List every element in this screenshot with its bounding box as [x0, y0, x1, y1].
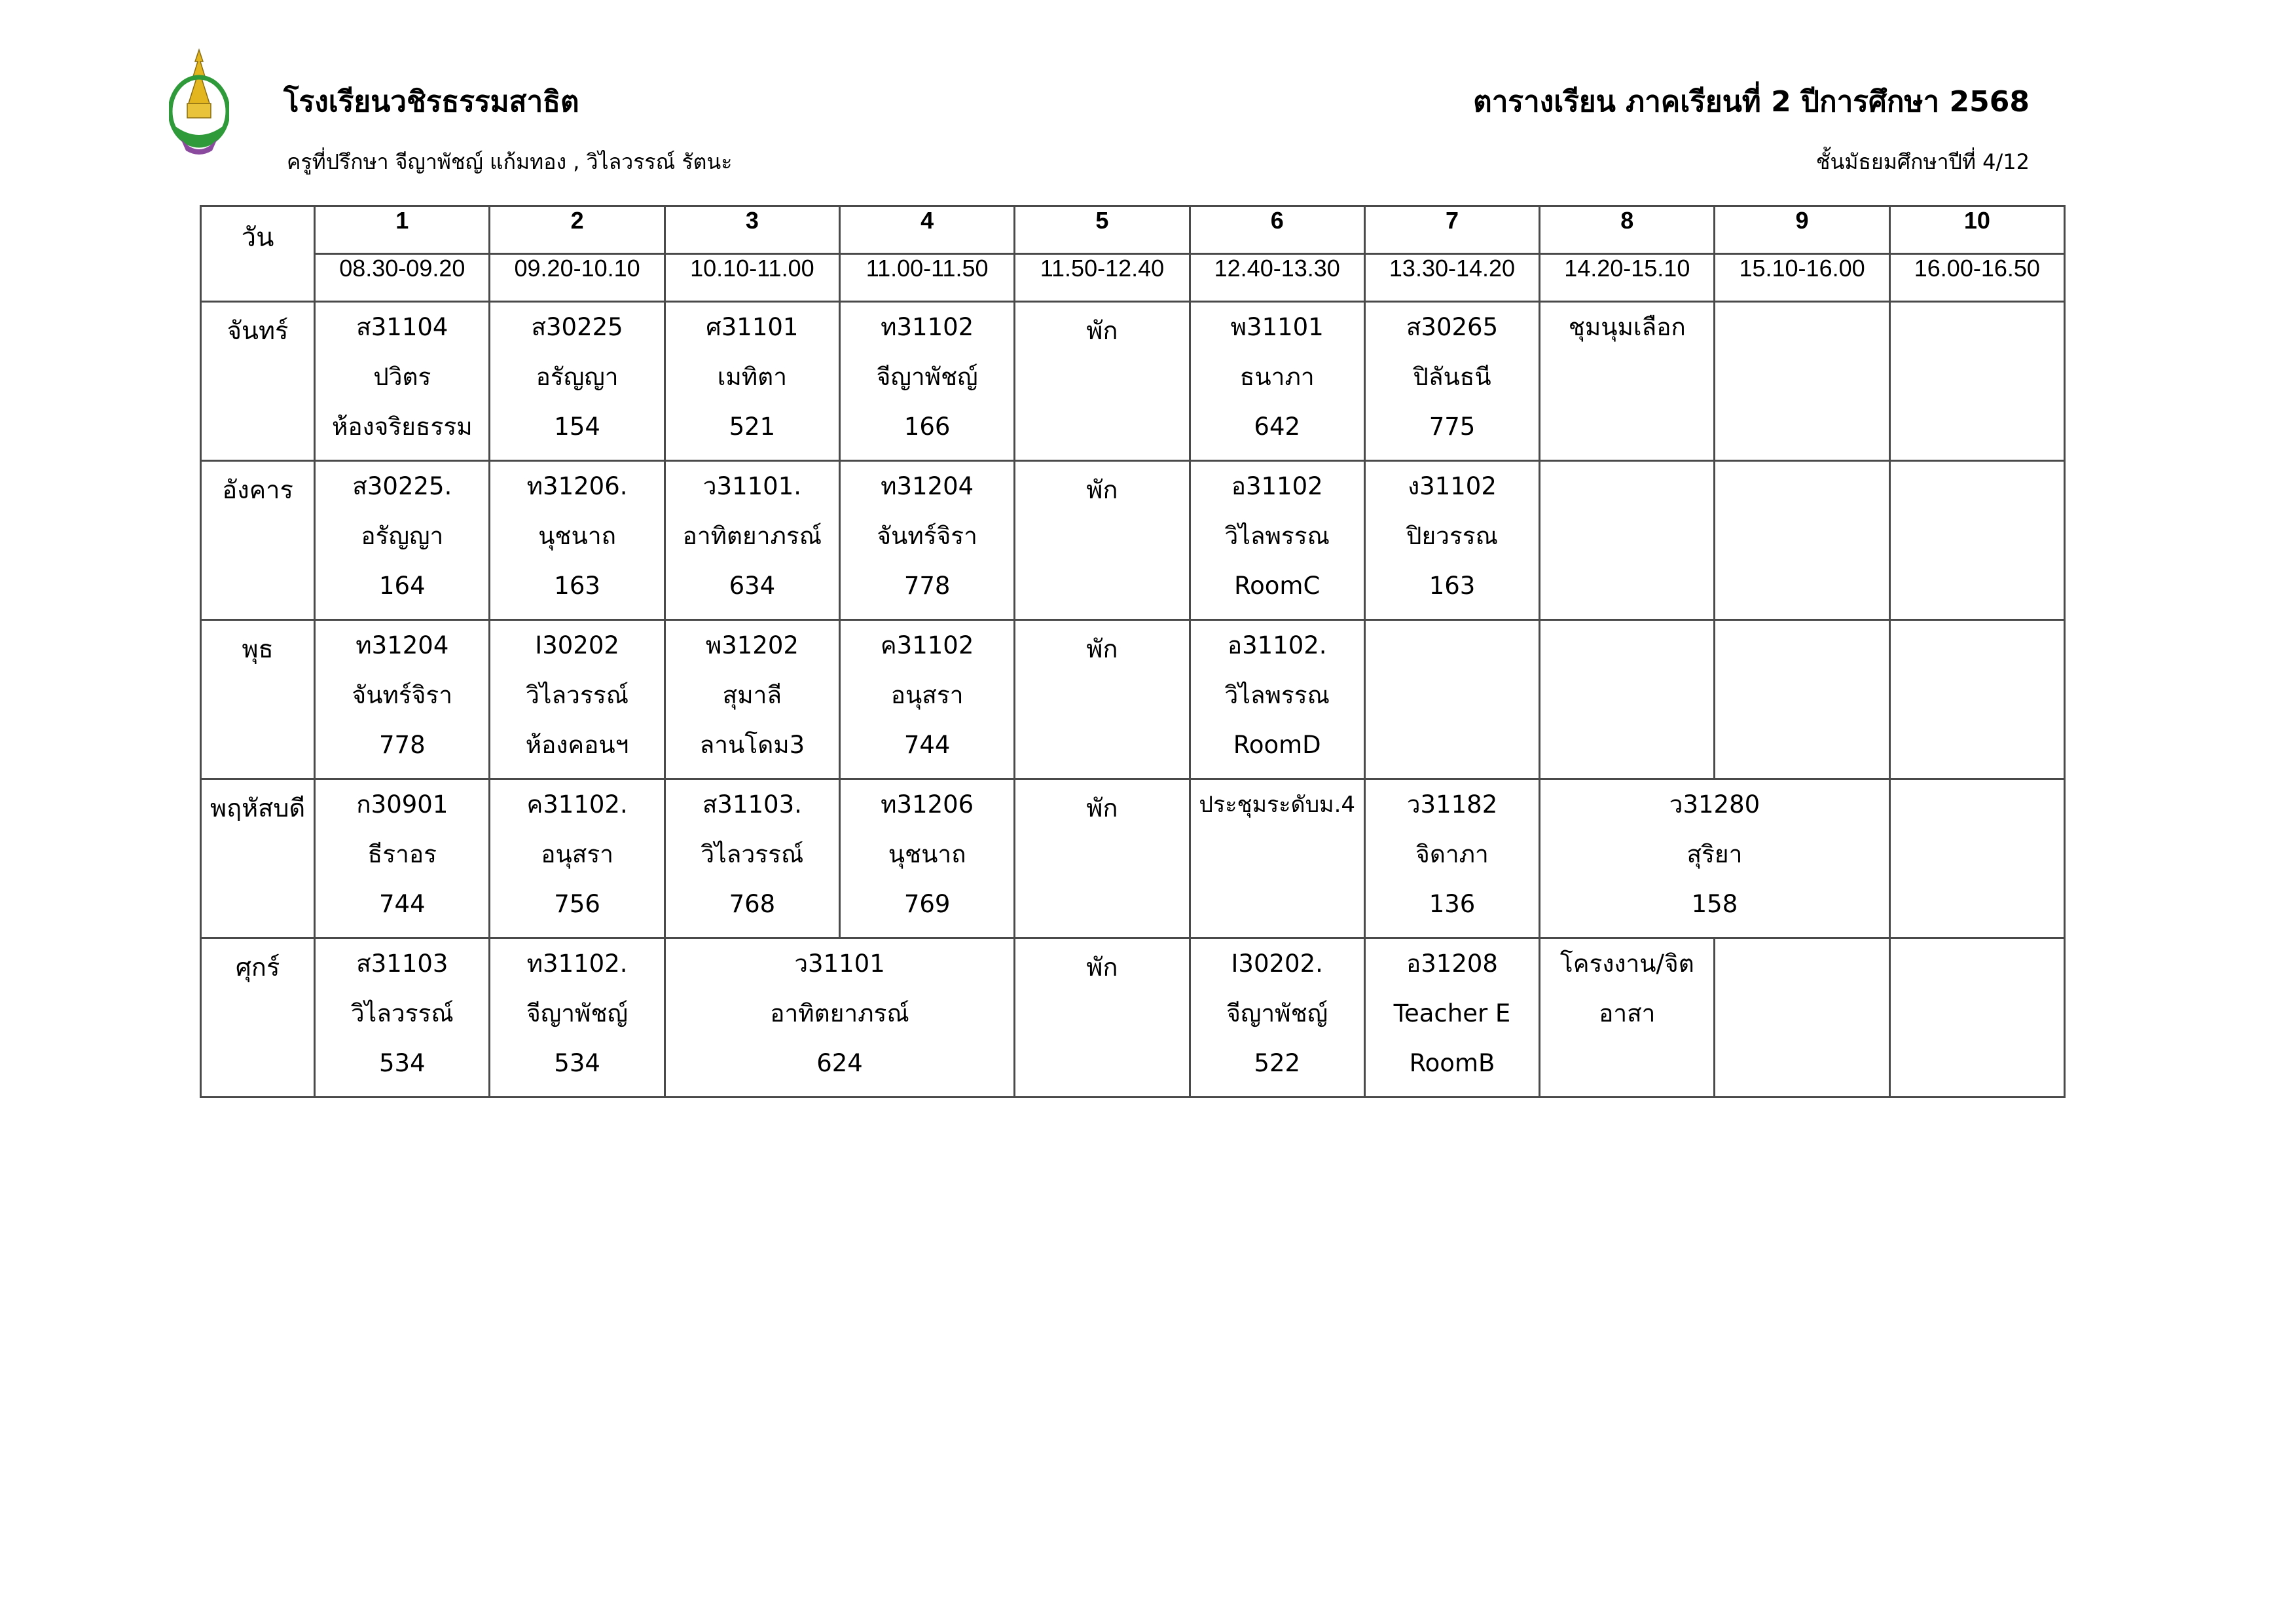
- teacher-name: อนุสรา: [890, 681, 964, 709]
- room: 744: [903, 731, 951, 759]
- teacher-name: ปิยวรรณ: [1406, 522, 1498, 550]
- room: 534: [554, 1049, 600, 1077]
- teacher-name: Teacher E: [1393, 999, 1511, 1027]
- class-cell: [490, 461, 665, 620]
- period-time: 11.00-11.50: [840, 254, 1015, 302]
- teacher-name: นุชนาถ: [888, 840, 966, 868]
- teacher-name: อาสา: [1599, 999, 1656, 1027]
- break-cell: [1015, 779, 1190, 938]
- teacher-name: อาทิตยาภรณ์: [770, 999, 909, 1027]
- room: 154: [554, 413, 600, 441]
- teacher-name: จีญาพัชญ์: [1226, 999, 1328, 1027]
- day-label: จันทร์: [201, 302, 315, 461]
- day-label: อังคาร: [201, 461, 315, 620]
- teacher-name: วิไลวรรณ์: [350, 999, 454, 1027]
- subject-code: ง31102: [1408, 472, 1497, 500]
- day-label: พฤหัสบดี: [201, 779, 315, 938]
- class-cell: [315, 302, 490, 461]
- period-number: 9: [1715, 206, 1889, 254]
- grade-label: ชั้นมัธยมศึกษาปีที่ 4/12: [1815, 149, 2030, 174]
- period-time: 10.10-11.00: [665, 254, 839, 302]
- subject-code: โครงงาน/จิต: [1559, 950, 1694, 978]
- subject-code: ท31204: [355, 631, 449, 659]
- room: 136: [1429, 890, 1476, 918]
- school-name: โรงเรียนวชิรธรรมสาธิต: [283, 85, 579, 119]
- period-number: 5: [1015, 206, 1190, 254]
- class-cell: [665, 779, 839, 938]
- room: 778: [903, 572, 951, 600]
- class-cell: [490, 620, 665, 779]
- empty-cell: [1364, 620, 1539, 779]
- break-cell: [1015, 302, 1190, 461]
- teacher-name: จีญาพัชญ์: [876, 363, 978, 391]
- class-cell: [490, 938, 665, 1098]
- day-label: พุธ: [201, 620, 315, 779]
- break-cell: [1015, 938, 1190, 1098]
- teacher-name: วิไลวรรณ์: [526, 681, 629, 709]
- room: ลานโดม3: [699, 731, 805, 759]
- empty-cell: [1889, 938, 2064, 1098]
- teacher-name: วิไลวรรณ์: [701, 840, 804, 868]
- class-cell: [665, 302, 839, 461]
- subject-code: ว31101.: [702, 472, 801, 500]
- subject-code: ท31102.: [526, 950, 628, 978]
- timetable: [200, 205, 2066, 1098]
- subject-code: ศ31101: [706, 313, 799, 341]
- teacher-name: สุมาลี: [722, 681, 782, 709]
- subject-code: อ31102.: [1227, 631, 1327, 659]
- class-cell: [665, 461, 839, 620]
- subject-code: ชุมนุมเลือก: [1568, 313, 1686, 341]
- subject-code: อ31102: [1231, 472, 1323, 500]
- empty-cell: [1715, 938, 1889, 1098]
- teacher-name: อรัญญา: [536, 363, 619, 391]
- subject-code: ส31103.: [702, 790, 802, 819]
- room: RoomC: [1234, 572, 1321, 600]
- room: 624: [816, 1049, 863, 1077]
- empty-cell: [1540, 620, 1715, 779]
- class-cell: [665, 620, 839, 779]
- period-number: 3: [665, 206, 839, 254]
- teacher-name: จิดาภา: [1415, 840, 1489, 868]
- class-cell: [1540, 302, 1715, 461]
- class-cell: [840, 620, 1015, 779]
- empty-cell: [1889, 779, 2064, 938]
- subject-code: ก30901: [356, 790, 448, 819]
- room: RoomD: [1233, 731, 1321, 759]
- class-cell: [1364, 779, 1539, 938]
- row-tuesday: [201, 461, 2065, 620]
- empty-cell: [1889, 302, 2064, 461]
- break-label: พัก: [1086, 316, 1118, 345]
- room: 634: [729, 572, 776, 600]
- day-column-header: วัน: [201, 206, 315, 302]
- teacher-name: ปิลันธนี: [1413, 363, 1491, 391]
- teacher-name: ธนาภา: [1239, 363, 1315, 391]
- room: 166: [903, 413, 951, 441]
- room: 163: [554, 572, 600, 600]
- period-time: 13.30-14.20: [1364, 254, 1539, 302]
- teacher-name: สุริยา: [1686, 840, 1743, 868]
- subject-code: ค31102: [880, 631, 974, 659]
- subject-code: ท31102: [881, 313, 974, 341]
- break-label: พัก: [1086, 953, 1118, 982]
- period-time: 16.00-16.50: [1889, 254, 2064, 302]
- empty-cell: [1715, 461, 1889, 620]
- room: 534: [379, 1049, 426, 1077]
- subject-code: อ31208: [1406, 950, 1498, 978]
- class-cell: [315, 779, 490, 938]
- class-cell: [1364, 461, 1539, 620]
- period-number: 7: [1364, 206, 1539, 254]
- room: 769: [903, 890, 951, 918]
- teacher-name: เมทิตา: [717, 363, 787, 391]
- period-time: 09.20-10.10: [490, 254, 665, 302]
- room: 164: [379, 572, 426, 600]
- period-number: 1: [315, 206, 490, 254]
- class-cell: [665, 938, 1015, 1098]
- row-monday: [201, 302, 2065, 461]
- class-cell: [1364, 938, 1539, 1098]
- row-thursday: [201, 779, 2065, 938]
- class-cell: [490, 779, 665, 938]
- class-cell: [1364, 302, 1539, 461]
- room: ห้องจริยธรรม: [331, 413, 473, 441]
- subject-code: ท31206: [881, 790, 974, 819]
- empty-cell: [1540, 461, 1715, 620]
- subject-code: พ31101: [1230, 313, 1324, 341]
- period-number: 4: [840, 206, 1015, 254]
- room: 163: [1429, 572, 1476, 600]
- period-time: 14.20-15.10: [1540, 254, 1715, 302]
- empty-cell: [1715, 302, 1889, 461]
- room: 778: [379, 731, 426, 759]
- room: 775: [1429, 413, 1476, 441]
- subject-code: ส30225.: [352, 472, 452, 500]
- teacher-name: ปวิตร: [373, 363, 431, 391]
- teacher-name: อรัญญา: [361, 522, 444, 550]
- class-cell: [1190, 620, 1364, 779]
- subject-code: ส31103: [356, 950, 448, 978]
- room: 158: [1691, 890, 1738, 918]
- row-friday: [201, 938, 2065, 1098]
- period-time: 08.30-09.20: [315, 254, 490, 302]
- teacher-name: วิไลพรรณ: [1224, 681, 1330, 709]
- room: ห้องคอนฯ: [525, 731, 629, 759]
- subject-code: I30202: [535, 631, 619, 659]
- class-cell: [315, 620, 490, 779]
- class-cell: [840, 779, 1015, 938]
- subject-code: ว31182: [1406, 790, 1498, 819]
- subject-code: ว31101: [794, 950, 885, 978]
- room: RoomB: [1409, 1049, 1495, 1077]
- class-cell: [1540, 779, 1890, 938]
- break-cell: [1015, 461, 1190, 620]
- period-time: 12.40-13.30: [1190, 254, 1364, 302]
- subject-code: I30202.: [1231, 950, 1323, 978]
- teacher-name: จันทร์จิรา: [877, 522, 977, 550]
- teacher-name: นุชนาถ: [538, 522, 617, 550]
- subject-code: ท31204: [881, 472, 974, 500]
- break-label: พัก: [1086, 635, 1118, 663]
- period-time: 15.10-16.00: [1715, 254, 1889, 302]
- class-cell: [315, 938, 490, 1098]
- break-label: พัก: [1086, 794, 1118, 822]
- period-number: 2: [490, 206, 665, 254]
- teacher-name: วิไลพรรณ: [1224, 522, 1330, 550]
- class-cell: [315, 461, 490, 620]
- teacher-name: อาทิตยาภรณ์: [682, 522, 822, 550]
- teacher-name: จีญาพัชญ์: [526, 999, 629, 1027]
- break-label: พัก: [1086, 475, 1118, 504]
- period-number: 8: [1540, 206, 1715, 254]
- advisor-names: ครูที่ปรึกษา จีญาพัชญ์ แก้มทอง , วิไลวรรณ์ รัตนะ: [287, 149, 733, 174]
- class-cell: [1190, 938, 1364, 1098]
- room: 768: [729, 890, 776, 918]
- day-label: ศุกร์: [201, 938, 315, 1098]
- class-cell: [1190, 779, 1364, 938]
- empty-cell: [1715, 620, 1889, 779]
- room: 522: [1254, 1049, 1301, 1077]
- class-cell: [840, 302, 1015, 461]
- period-number: 10: [1889, 206, 2064, 254]
- subject-code: ส31104: [356, 313, 448, 341]
- subject-code: ท31206.: [526, 472, 628, 500]
- class-cell: [840, 461, 1015, 620]
- subject-code: ส30225: [531, 313, 623, 341]
- class-cell: [490, 302, 665, 461]
- subject-code: ว31280: [1669, 790, 1760, 819]
- class-cell: [1540, 938, 1715, 1098]
- school-logo: [169, 47, 229, 160]
- teacher-name: ธีราอร: [367, 840, 437, 868]
- room: 521: [729, 413, 776, 441]
- subject-code: พ31202: [705, 631, 799, 659]
- room: 642: [1254, 413, 1301, 441]
- room: 756: [554, 890, 600, 918]
- row-wednesday: [201, 620, 2065, 779]
- class-cell: [1190, 461, 1364, 620]
- subject-code: ประชุมระดับม.4: [1199, 792, 1356, 818]
- period-time: 11.50-12.40: [1015, 254, 1190, 302]
- room: 744: [379, 890, 426, 918]
- break-cell: [1015, 620, 1190, 779]
- term-title: ตารางเรียน ภาคเรียนที่ 2 ปีการศึกษา 2568: [1473, 85, 2030, 119]
- subject-code: ส30265: [1406, 313, 1499, 341]
- empty-cell: [1889, 461, 2064, 620]
- class-cell: [1190, 302, 1364, 461]
- period-number: 6: [1190, 206, 1364, 254]
- teacher-name: จันทร์จิรา: [352, 681, 453, 709]
- empty-cell: [1889, 620, 2064, 779]
- teacher-name: อนุสรา: [541, 840, 613, 868]
- subject-code: ค31102.: [526, 790, 628, 819]
